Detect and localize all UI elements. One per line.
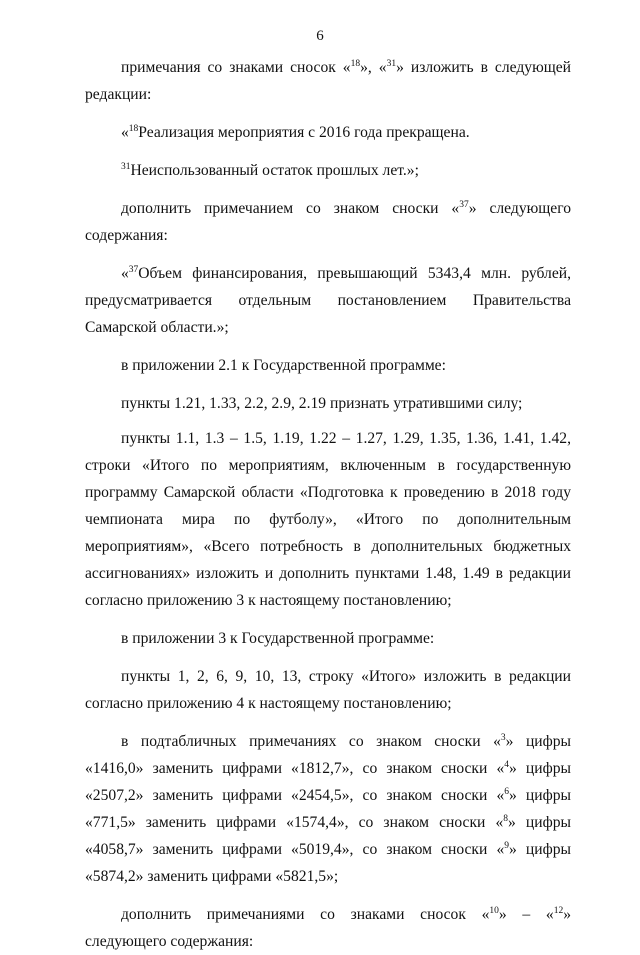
footnote-mark: 31 bbox=[121, 162, 131, 172]
paragraph-text: » следующего содержания: bbox=[85, 906, 571, 950]
paragraph bbox=[85, 119, 571, 146]
page-number: 6 bbox=[316, 28, 324, 44]
footnote-mark: 18 bbox=[350, 59, 361, 69]
paragraph-text: « bbox=[121, 124, 129, 141]
footnote-mark: 37 bbox=[128, 265, 139, 275]
paragraph bbox=[85, 625, 571, 652]
paragraph-text: пункты 1.1, 1.3 – 1.5, 1.19, 1.22 – 1.27, 1.29, 1.35, 1.36, 1.41, 1.42, строки «Итого по мероприятиям, включенным в государственную программу Самарской области «Подготовка к проведению в 2018 году чемпионата мира по футболу», «Итого по дополнительным мероприятиям», «Всего потребность в дополнительных бюджетных ассигнованиях» изложить и дополнить пунктами 1.48, 1.49 в редакции согласно приложению 3 к настоящему постановлению; bbox=[85, 430, 571, 609]
paragraph-text: » цифры «5874,2» заменить цифрами «5821,5»; bbox=[85, 841, 571, 885]
paragraph-text: дополнить примечаниями со знаками сносок « bbox=[121, 906, 490, 923]
paragraph-text: в приложении 3 к Государственной программе: bbox=[121, 630, 435, 647]
paragraph bbox=[85, 54, 571, 108]
footnote-mark: 12 bbox=[553, 906, 564, 916]
paragraph-text: » цифры «2507,2» заменить цифрами «2454,5», со знаком сноски « bbox=[85, 760, 571, 804]
footnote-mark: 37 bbox=[459, 200, 469, 210]
paragraph bbox=[85, 663, 571, 717]
paragraph bbox=[85, 352, 571, 379]
paragraph-text: » цифры «4058,7» заменить цифрами «5019,4», со знаком сноски « bbox=[85, 814, 572, 858]
paragraph-text: в подтабличных примечаниях со знаком сноски « bbox=[121, 733, 501, 750]
paragraph bbox=[85, 901, 571, 955]
paragraph-text: пункты 1.21, 1.33, 2.2, 2.9, 2.19 признать утратившими силу; bbox=[121, 395, 523, 412]
footnote-mark: 10 bbox=[489, 906, 499, 916]
paragraph-text: примечания со знаками сносок « bbox=[121, 59, 351, 76]
paragraph bbox=[85, 260, 571, 341]
document-body bbox=[85, 54, 571, 955]
paragraph-text: » следующего содержания: bbox=[85, 200, 571, 244]
paragraph-text: » цифры «1416,0» заменить цифрами «1812,7», со знаком сноски « bbox=[85, 733, 572, 777]
paragraph-text: Неиспользованный остаток прошлых лет.»; bbox=[130, 162, 419, 179]
footnote-mark: 4 bbox=[504, 760, 510, 770]
footnote-mark: 31 bbox=[386, 59, 397, 69]
paragraph bbox=[85, 728, 571, 890]
paragraph-text: дополнить примечанием со знаком сноски « bbox=[121, 200, 460, 217]
footnote-mark: 8 bbox=[503, 814, 509, 824]
footnote-mark: 6 bbox=[504, 787, 510, 797]
paragraph bbox=[85, 390, 571, 417]
paragraph-text: » цифры «771,5» заменить цифрами «1574,4», со знаком сноски « bbox=[85, 787, 571, 831]
paragraph-text: », « bbox=[360, 59, 387, 76]
paragraph-text: в приложении 2.1 к Государственной программе: bbox=[121, 357, 446, 374]
paragraph-text: Реализация мероприятия с 2016 года прекращена. bbox=[138, 124, 470, 141]
paragraph-text: Объем финансирования, превышающий 5343,4 млн. рублей, предусматривается отдельным постановлением Правительства Самарской области.»; bbox=[85, 265, 571, 336]
paragraph-text: » изложить в следующей редакции: bbox=[85, 59, 572, 103]
footnote-mark: 18 bbox=[128, 124, 139, 134]
paragraph-text: » – « bbox=[498, 906, 554, 923]
paragraph bbox=[85, 157, 571, 184]
paragraph bbox=[85, 425, 571, 614]
footnote-mark: 9 bbox=[504, 841, 510, 851]
paragraph bbox=[85, 195, 571, 249]
footnote-mark: 3 bbox=[500, 733, 506, 743]
paragraph-text: пункты 1, 2, 6, 9, 10, 13, строку «Итого» изложить в редакции согласно приложению 4 к настоящему постановлению; bbox=[85, 668, 571, 712]
paragraph-text: « bbox=[121, 265, 129, 282]
